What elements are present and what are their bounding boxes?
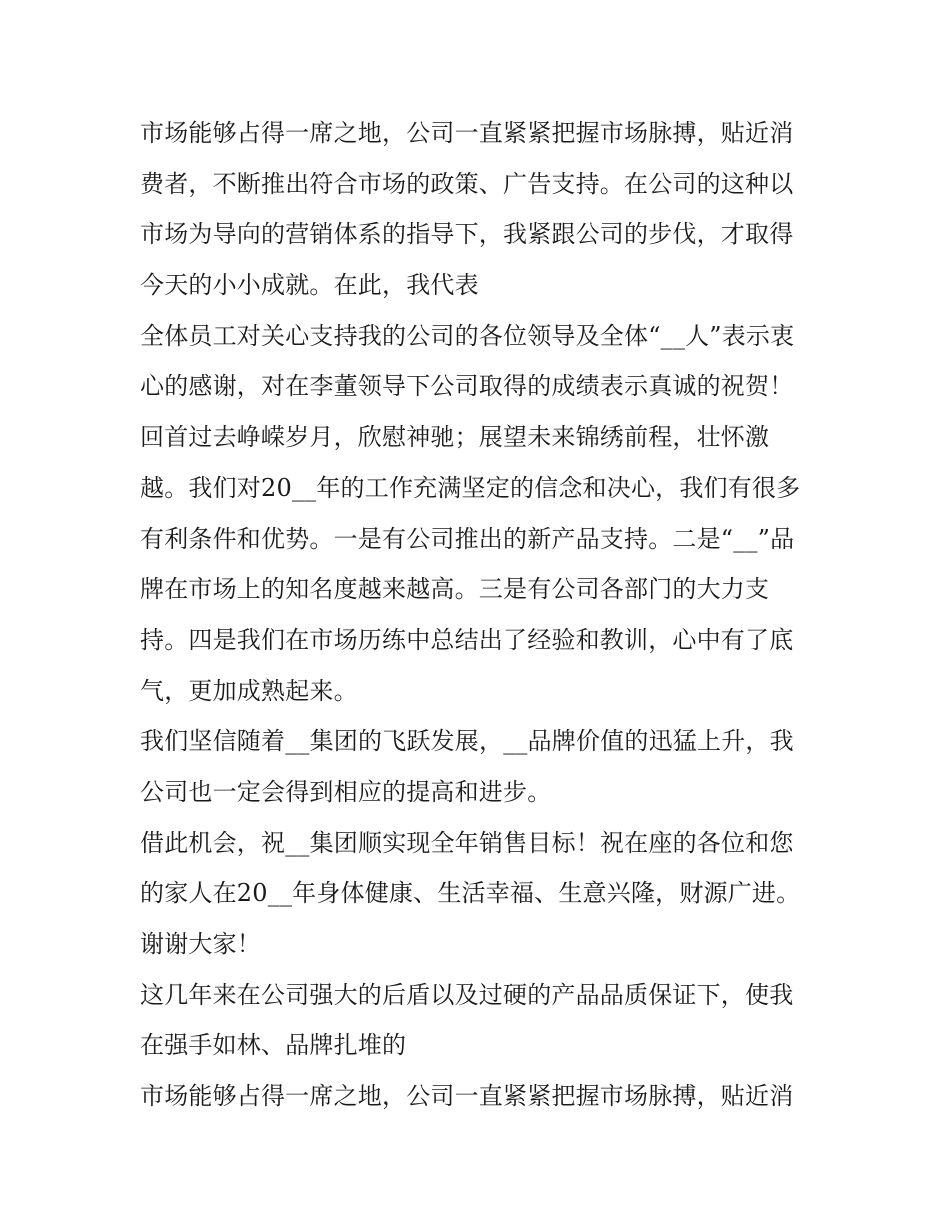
text-line: 回首过去峥嵘岁月，欣慰神驰；展望未来锦绣前程，壮怀激 (140, 423, 770, 452)
text-line: 越。我们对20__年的工作充满坚定的信念和决心，我们有很多 (140, 473, 801, 502)
text-line: 今天的小小成就。在此，我代表 (140, 271, 479, 300)
text-line: 谢谢大家！ (140, 930, 261, 958)
text-line: 市场能够占得一席之地，公司一直紧紧把握市场脉搏，贴近消 (140, 119, 794, 147)
text-line: 在强手如林、品牌扎堆的 (140, 1031, 407, 1060)
text-line: 费者，不断推出符合市场的政策、广告支持。在公司的这种以 (140, 169, 794, 198)
text-line: 这几年来在公司强大的后盾以及过硬的产品品质保证下，使我 (140, 980, 794, 1009)
text-line: 牌在市场上的知名度越来越高。三是有公司各部门的大力支 (140, 575, 770, 604)
text-line: 持。四是我们在市场历练中总结出了经验和教训，心中有了底 (140, 625, 794, 654)
text-line: 心的感谢，对在李董领导下公司取得的成绩表示真诚的祝贺！ (140, 372, 794, 401)
text-line: 公司也一定会得到相应的提高和进步。 (140, 777, 552, 806)
text-line: 有利条件和优势。一是有公司推出的新产品支持。二是“__”品 (140, 524, 795, 553)
text-line: 借此机会，祝__集团顺实现全年销售目标！祝在座的各位和您 (140, 828, 794, 857)
text-line: 市场能够占得一席之地，公司一直紧紧把握市场脉搏，贴近消 (140, 1082, 794, 1111)
text-line: 的家人在20__年身体健康、生活幸福、生意兴隆，财源广进。 (140, 879, 801, 908)
text-line: 我们坚信随着__集团的飞跃发展，__品牌价值的迅猛上升，我 (140, 727, 794, 756)
text-line: 全体员工对关心支持我的公司的各位领导及全体“__人”表示衷 (140, 321, 795, 350)
text-line: 市场为导向的营销体系的指导下，我紧跟公司的步伐，才取得 (140, 220, 794, 249)
document-body (140, 108, 820, 1122)
text-line: 气，更加成熟起来。 (140, 676, 358, 705)
